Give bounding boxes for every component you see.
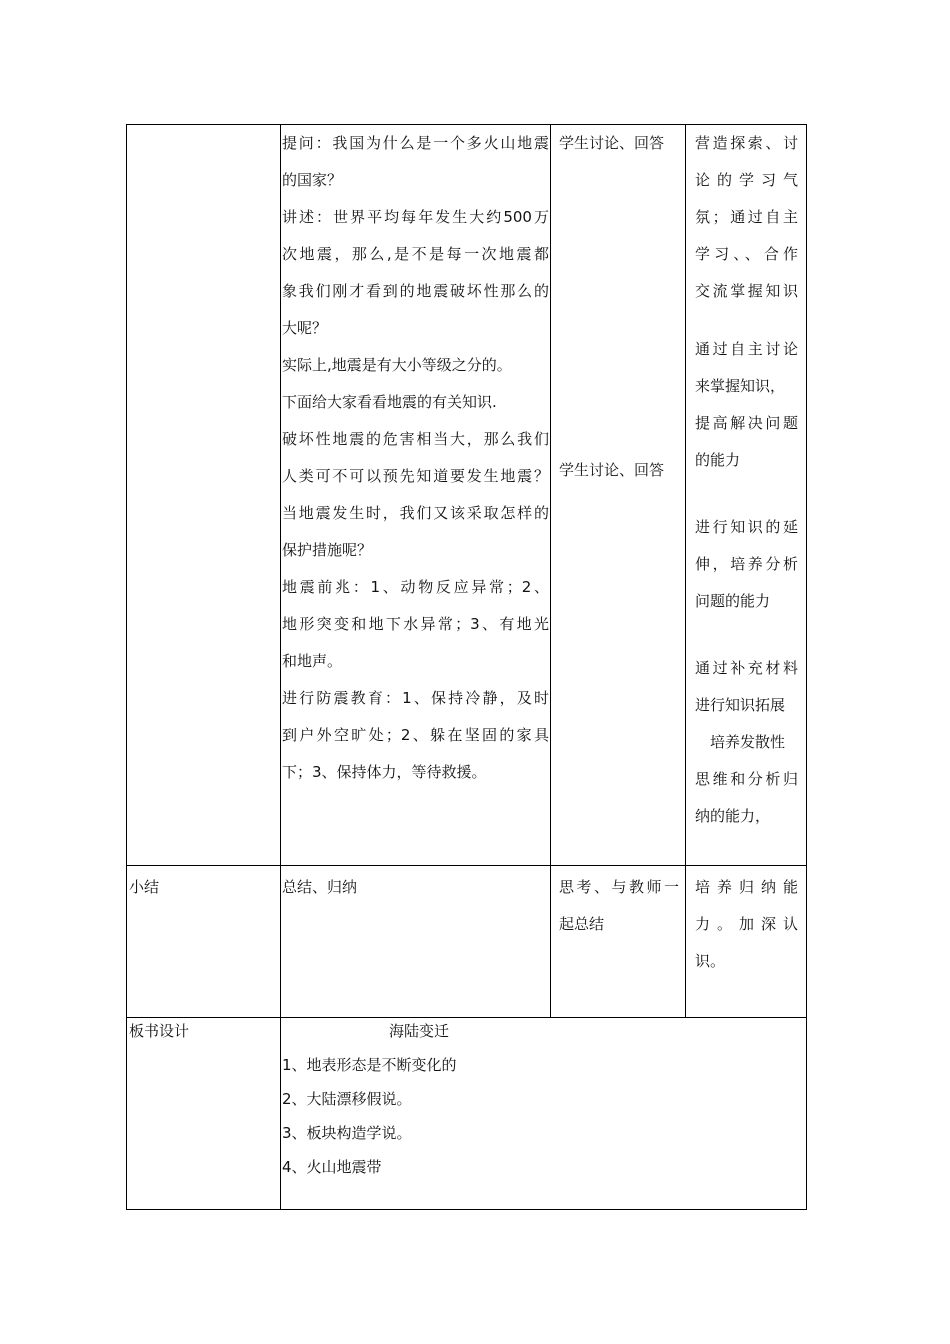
summary-intent-line: 培养归纳能 bbox=[695, 878, 798, 896]
summary-student-cell bbox=[559, 869, 679, 943]
board-cell bbox=[282, 1014, 792, 1184]
summary-intent-line: 识。 bbox=[695, 952, 726, 970]
intent-line: 伸，培养分析 bbox=[695, 555, 798, 573]
intent-line: 来掌握知识， bbox=[695, 377, 786, 395]
teacher-line: 破坏性地震的危害相当大，那么我们 bbox=[282, 430, 549, 448]
teacher-line: 次地震，那么,是不是每一次地震都 bbox=[282, 245, 549, 263]
intent-line: 通过补充材料 bbox=[695, 659, 798, 677]
summary-teacher-cell bbox=[282, 869, 549, 906]
summary-teacher-text: 总结、归纳 bbox=[282, 878, 358, 896]
student-activity-text: 学生讨论、回答 bbox=[559, 134, 665, 152]
teacher-line: 下面给大家看看地震的有关知识. bbox=[282, 393, 497, 411]
intent-line: 进行知识拓展 bbox=[695, 696, 786, 714]
teacher-line: 大呢？ bbox=[282, 319, 328, 337]
summary-student-line: 思考、与教师一 bbox=[559, 878, 679, 896]
teacher-line: 实际上,地震是有大小等级之分的。 bbox=[282, 356, 512, 374]
student-activity-text: 学生讨论、回答 bbox=[559, 461, 665, 479]
spacer bbox=[695, 479, 798, 509]
teacher-line: 象我们刚才看到的地震破坏性那么的 bbox=[282, 282, 549, 300]
student-activity-2 bbox=[559, 452, 681, 489]
board-point: 3、板块构造学说。 bbox=[282, 1124, 412, 1142]
intent-line: 问题的能力 bbox=[695, 592, 771, 610]
student-activity-1 bbox=[559, 125, 681, 162]
intent-line: 营造探索、讨 bbox=[695, 134, 798, 152]
intent-line: 论的学习气 bbox=[695, 171, 798, 189]
lesson-plan-table bbox=[126, 124, 807, 1210]
intent-line: 培养发散性 bbox=[710, 733, 786, 751]
intent-line: 通过自主讨论 bbox=[695, 340, 798, 358]
board-label bbox=[129, 1014, 277, 1048]
design-intent-cell bbox=[695, 125, 798, 835]
intent-line: 进行知识的延 bbox=[695, 518, 798, 536]
column-divider-2 bbox=[550, 125, 551, 1018]
teacher-line: 到户外空旷处；2、躲在坚固的家具 bbox=[282, 726, 549, 744]
summary-label bbox=[129, 869, 277, 906]
teacher-line: 人类可不可以预先知道要发生地震？ bbox=[282, 467, 549, 485]
column-divider-1 bbox=[280, 125, 281, 1210]
teacher-line: 下；3、保持体力，等待救援。 bbox=[282, 763, 487, 781]
row-label: 小结 bbox=[129, 878, 160, 896]
row-label: 板书设计 bbox=[129, 1022, 190, 1040]
teacher-activity-cell bbox=[282, 125, 549, 791]
column-divider-3 bbox=[685, 125, 686, 1018]
row-divider-1 bbox=[127, 865, 806, 866]
intent-line: 的能力 bbox=[695, 451, 741, 469]
teacher-line: 地形突变和地下水异常；3、有地光 bbox=[282, 615, 549, 633]
intent-line: 学习、、合作 bbox=[695, 245, 798, 263]
teacher-line: 和地声。 bbox=[282, 652, 343, 670]
intent-line: 纳的能力， bbox=[695, 807, 771, 825]
summary-intent-cell bbox=[695, 869, 798, 980]
spacer bbox=[695, 310, 798, 331]
intent-line: 提高解决问题 bbox=[695, 414, 798, 432]
board-title: 海陆变迁 bbox=[389, 1022, 450, 1040]
teacher-line: 的国家？ bbox=[282, 171, 343, 189]
teacher-line: 进行防震教育：1、保持冷静，及时 bbox=[282, 689, 549, 707]
board-point: 4、火山地震带 bbox=[282, 1158, 382, 1176]
intent-line: 氛；通过自主 bbox=[695, 208, 798, 226]
board-point: 2、大陆漂移假说。 bbox=[282, 1090, 412, 1108]
teacher-line: 地震前兆：1、动物反应异常；2、 bbox=[282, 578, 549, 596]
summary-student-line: 起总结 bbox=[559, 915, 605, 933]
teacher-line: 讲述：世界平均每年发生大约500万 bbox=[282, 208, 549, 226]
intent-line: 交流掌握知识 bbox=[695, 282, 798, 300]
board-point: 1、地表形态是不断变化的 bbox=[282, 1056, 457, 1074]
teacher-line: 保护措施呢？ bbox=[282, 541, 373, 559]
teacher-line: 当地震发生时，我们又该采取怎样的 bbox=[282, 504, 549, 522]
intent-line: 思维和分析归 bbox=[695, 770, 798, 788]
summary-intent-line: 力。加深认 bbox=[695, 915, 798, 933]
spacer bbox=[695, 620, 798, 650]
teacher-line: 提问：我国为什么是一个多火山地震 bbox=[282, 134, 549, 152]
